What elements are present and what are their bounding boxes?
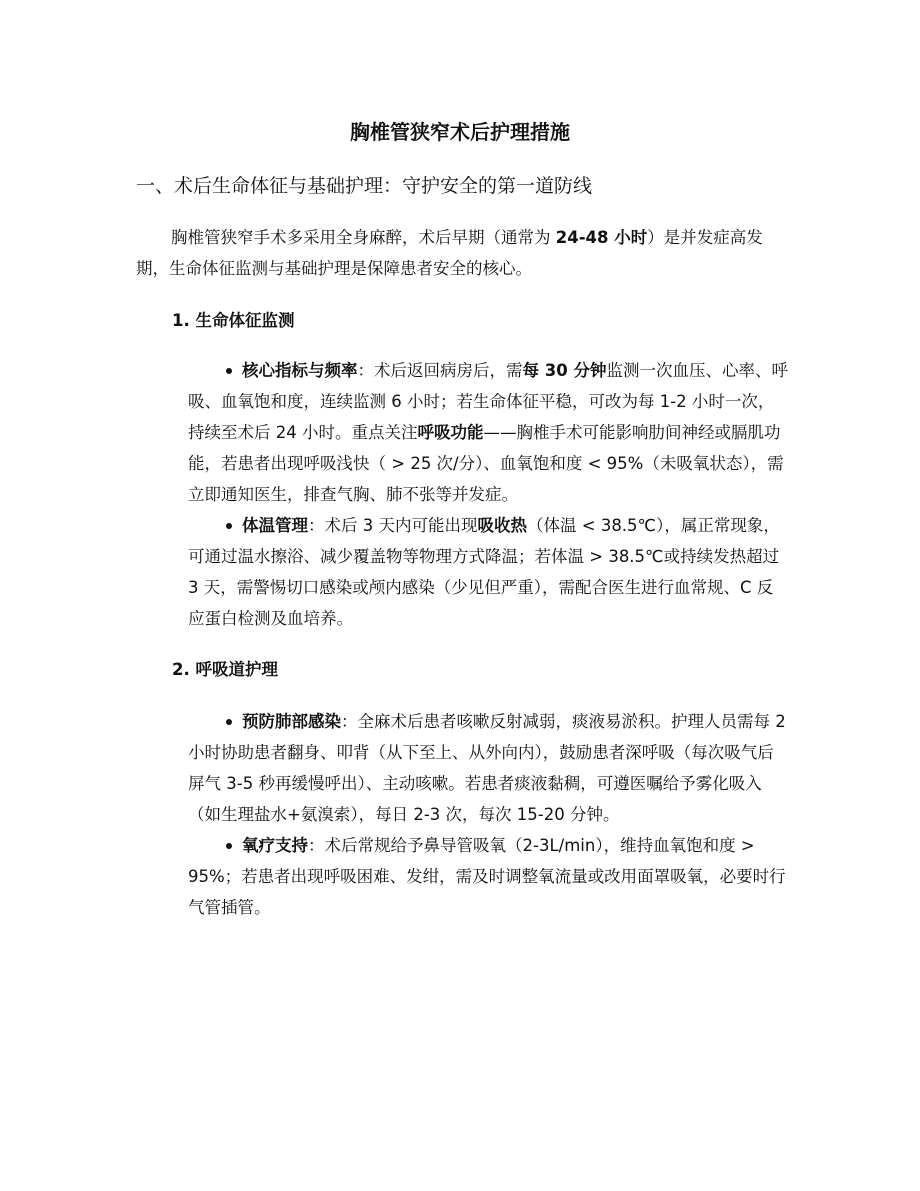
item-emphasis: 呼吸功能 xyxy=(417,423,484,442)
subheading-vital-signs: 1. 生命体征监测 xyxy=(172,311,295,330)
item-text: ：全麻术后患者咳嗽反射减弱，痰液易淤积。护理人员需每 2 小时协助患者翻身、叩背（从下至上、从外向内），鼓励患者深呼吸（每次吸气后屏气 3-5 秒再缓慢呼出）、主动咳嗽。若患者痰液黏稠，可遵医嘱给予雾化吸入（如生理盐水+氨溴索），每日 2-3 次，每次 15-20 分钟。 xyxy=(188,712,786,824)
item-emphasis: 每 30 分钟 xyxy=(522,361,607,380)
item-text: ——胸椎手术可能影响肋间神经或膈肌功能，若患者出现呼吸浅快（ > 25 次/分）、血氧饱和度 < 95%（未吸氧状态），需立即通知医生，排查气胸、肺不张等并发症。 xyxy=(188,423,784,504)
bullet-dot-icon xyxy=(226,843,232,849)
subheading-respiratory-care: 2. 呼吸道护理 xyxy=(172,660,278,679)
intro-text-2: ）是并发症高发期，生命体征监测与基础护理是保障患者安全的核心。 xyxy=(136,228,763,278)
intro-text-1: 胸椎管狭窄手术多采用全身麻醉，术后早期（通常为 xyxy=(171,228,556,247)
intro-emphasis: 24-48 小时 xyxy=(555,228,648,247)
bullet-dot-icon xyxy=(226,719,232,725)
item-text: 监测一次血压、心率、呼吸、血氧饱和度，连续监测 6 小时；若生命体征平稳，可改为每 1-2 小时一次，持续至术后 24 小时。重点关注 xyxy=(188,361,788,442)
document-title: 胸椎管狭窄术后护理措施 xyxy=(350,120,570,144)
item-text: （体温 < 38.5℃），属正常现象，可通过温水擦浴、减少覆盖物等物理方式降温；若体温 > 38.5℃或持续发热超过 3 天，需警惕切口感染或颅内感染（少见但严重），需配合医生进行血常规、C 反应蛋白检测及血培养。 xyxy=(188,516,780,628)
item-label: 核心指标与频率 xyxy=(242,361,358,380)
item-label: 体温管理 xyxy=(242,516,308,535)
list-item xyxy=(188,706,788,830)
list-item xyxy=(188,830,788,923)
item-emphasis: 吸收热 xyxy=(477,516,527,535)
bullet-dot-icon xyxy=(226,523,232,529)
item-text: ：术后 3 天内可能出现 xyxy=(308,516,478,535)
vital-signs-list xyxy=(188,355,788,634)
list-item xyxy=(188,355,788,510)
list-item xyxy=(188,510,788,634)
item-text: ：术后常规给予鼻导管吸氧（2-3L/min），维持血氧饱和度 > 95%；若患者出现呼吸困难、发绀，需及时调整氧流量或改用面罩吸氧，必要时行气管插管。 xyxy=(188,836,786,917)
item-label: 预防肺部感染 xyxy=(242,712,341,731)
item-label: 氧疗支持 xyxy=(242,836,308,855)
section-heading: 一、术后生命体征与基础护理：守护安全的第一道防线 xyxy=(136,175,593,197)
bullet-dot-icon xyxy=(226,368,232,374)
intro-paragraph xyxy=(136,222,788,284)
respiratory-care-list xyxy=(188,706,788,923)
item-text: ：术后返回病房后，需 xyxy=(357,361,523,380)
